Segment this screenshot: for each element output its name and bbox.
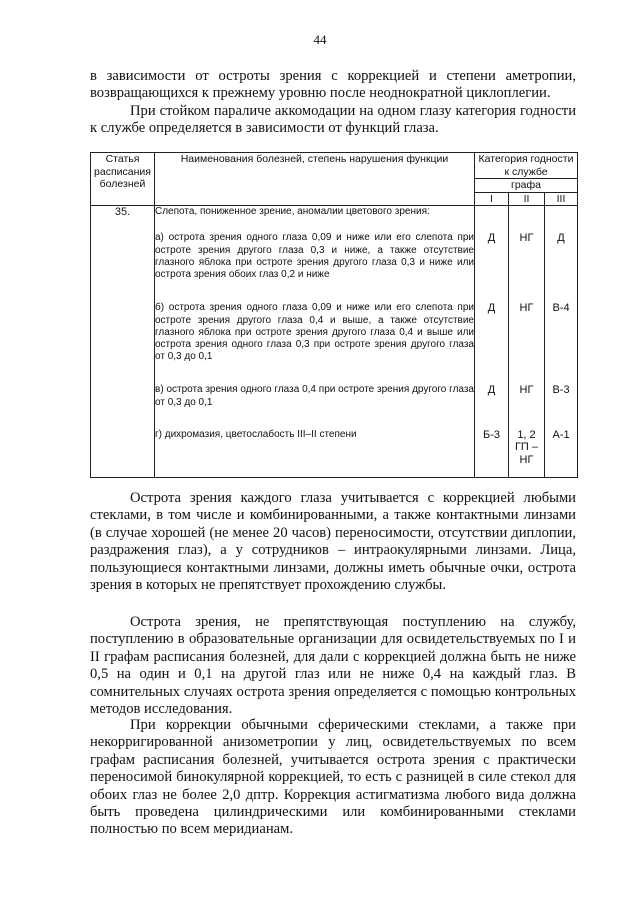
condition-v: в) острота зрения одного глаза 0,4 при остроте зрения другого глаза от 0,3 до 0,1: [155, 384, 474, 408]
disease-schedule-table: [90, 152, 578, 478]
header-col-3: III: [545, 192, 578, 206]
article-number: 35.: [91, 206, 155, 478]
disease-descriptions: [155, 206, 475, 478]
cat-a-col2: НГ: [519, 232, 534, 244]
category-column-2: [509, 206, 545, 478]
condition-g: г) дихромазия, цветослабость III–II степени: [155, 429, 357, 441]
cat-g-col3: А-1: [552, 429, 570, 441]
body-paragraph-spherical-correction: При коррекции обычными сферическими стеклами, а также при некорригированной анизометропии у лиц, освидетельствуемых по всем графам расписания болезней, учитывается острота зрения с практически переносимой бинокулярной коррекцией, то есть с разницей в силе стекол для обоих глаз не более 2,0 дптр. Коррекция астигматизма любого вида должна быть проведена цилиндрическими или комбинированными стеклами полностью по всем меридианам.: [90, 717, 576, 838]
header-col-1: I: [475, 192, 509, 206]
header-col-2: II: [509, 192, 545, 206]
cat-v-col3: В-3: [552, 384, 570, 396]
category-column-1: [475, 206, 509, 478]
category-column-3: [545, 206, 578, 478]
intro-paragraph-continuation: в зависимости от остроты зрения с коррекцией и степени аметропии, возвращающихся к прежнему уровню после неоднократной циклоплегии.: [90, 68, 576, 102]
condition-title: Слепота, пониженное зрение, аномалии цветового зрения:: [155, 206, 430, 217]
cat-g-col2-line2: ГП –: [514, 441, 539, 454]
cat-g-col1: Б-3: [483, 429, 500, 441]
body-paragraph-correction: Острота зрения каждого глаза учитывается с коррекцией любыми стеклами, в том числе и комбинированными, а также контактными линзами (в случае хорошей (не менее 20 часов) переносимости, отсутствии диплопии, раздражения глаз), а у сотрудников – интраокулярными линзами. Лица, пользующиеся контактными линзами, должны иметь обычные очки, острота зрения в которых не препятствует прохождению службы.: [90, 490, 576, 594]
cat-a-col1: Д: [487, 232, 496, 244]
condition-a: а) острота зрения одного глаза 0,09 и ниже или его слепота при остроте зрения другого глаза 0,3 и ниже, а также отсутствие глазного яблока при остроте зрения другого глаза 0,3 и ниже или острота зрения обоих глаз 0,2 и ниже: [155, 232, 474, 281]
intro-paragraph-accommodation-paralysis: При стойком параличе аккомодации на одном глазу категория годности к службе определяется в зависимости от функций глаза.: [90, 103, 576, 137]
cat-b-col3: В-4: [552, 302, 570, 314]
cat-g-col2-line1: 1, 2: [517, 429, 536, 441]
cat-v-col1: Д: [487, 384, 496, 396]
header-category: Категория годности к службе: [475, 153, 578, 179]
cat-a-col3: Д: [557, 232, 565, 244]
body-paragraph-admission-acuity: Острота зрения, не препятствующая поступлению на службу, поступлению в образовательные организации для освидетельствуемых по I и II графам расписания болезней, для дали с коррекцией должна быть не ниже 0,5 на один и 0,1 на другой глаз или не ниже 0,4 на каждый глаз. В сомнительных случаях острота зрения определяется с помощью контрольных методов исследования.: [90, 614, 576, 718]
page-number: 44: [313, 32, 327, 47]
condition-b: б) острота зрения одного глаза 0,09 и ниже или его слепота при остроте зрения другого глаза 0,4 и выше, а также отсутствие глазного яблока при остроте зрения другого глаза 0,4 и выше или острота зрения одного глаза 0,3 при остроте зрения другого глаза от 0,3 до 0,1: [155, 302, 474, 363]
cat-v-col2: НГ: [519, 384, 534, 396]
cat-g-col2-line3: НГ: [519, 453, 534, 466]
header-diseases: Наименования болезней, степень нарушения функции: [155, 153, 475, 206]
header-graph: графа: [475, 179, 578, 193]
table-header-row: [91, 153, 578, 179]
header-article: Статья расписания болезней: [91, 153, 155, 206]
cat-b-col2: НГ: [519, 302, 534, 314]
table-row: [91, 206, 578, 478]
cat-b-col1: Д: [487, 302, 496, 314]
cat-g-col2: [509, 429, 544, 469]
